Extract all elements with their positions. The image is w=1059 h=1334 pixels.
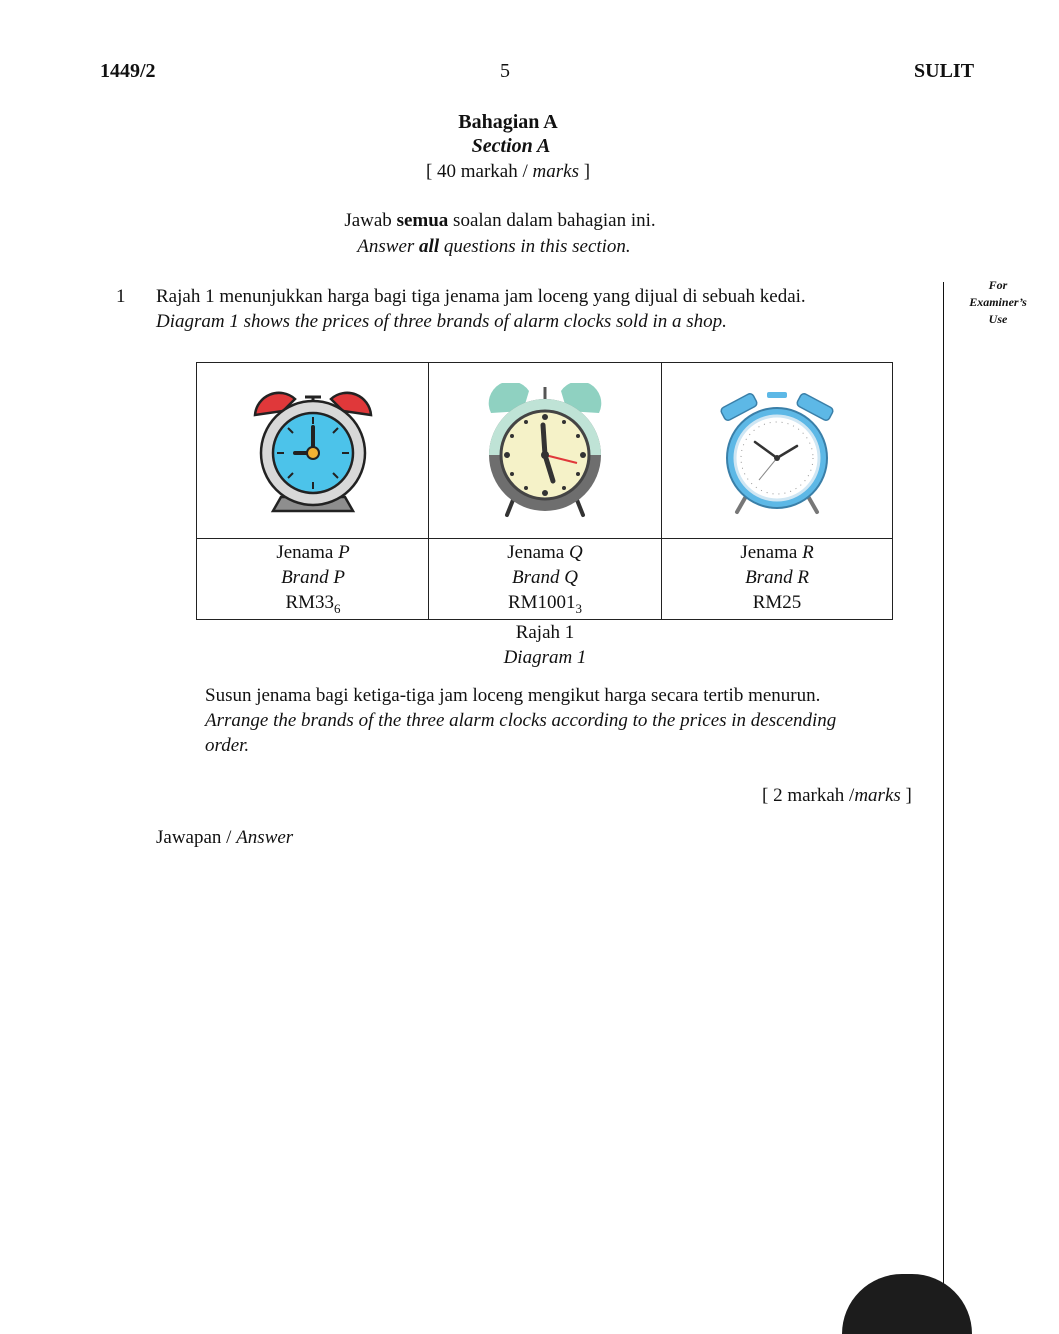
clock-q-image (429, 373, 661, 533)
brand-q-price: $RM1001_3$ (507, 592, 583, 616)
task-ms: Susun jenama bagi ketiga-tiga jam loceng mengikut harga secara tertib menurun. (205, 685, 821, 706)
clock-p-image (197, 373, 429, 533)
table-divider (197, 538, 892, 539)
question-marks: [ 2 markah /marks ] (762, 785, 912, 806)
classification-label: SULIT (914, 60, 975, 82)
clock-r-image (661, 373, 893, 533)
question-intro-ms: Rajah 1 menunjukkan harga bagi tiga jenama jam loceng yang dijual di sebuah kedai. (156, 286, 806, 307)
diagram-caption-ms: Rajah 1 (515, 622, 575, 643)
answer-label: Jawapan / Answer (156, 827, 294, 848)
brand-p-label: Jenama P Brand P $RM33_6$ (197, 540, 429, 621)
diagram-table (196, 362, 893, 620)
instruction-en: Answer all questions in this section. (357, 236, 631, 257)
section-title-ms: Bahagian A (458, 111, 558, 133)
alarm-clock-q-icon (483, 383, 607, 523)
task-en-line1: Arrange the brands of the three alarm clocks according to the prices in descending (205, 710, 837, 731)
dark-overlay-shape (842, 1274, 972, 1334)
alarm-clock-r-icon (715, 388, 839, 518)
instruction-ms: Jawab semua soalan dalam bahagian ini. (344, 210, 656, 231)
page-number: 5 (500, 60, 510, 82)
alarm-clock-p-icon (243, 389, 383, 517)
examiner-use-label: For Examiner’s Use (969, 278, 1027, 326)
diagram-caption-en: Diagram 1 (503, 647, 587, 668)
examiner-margin-line (943, 282, 944, 1303)
brand-q-label: Jenama Q Brand Q $RM1001_3$ (429, 540, 661, 621)
question-number: 1 (116, 286, 126, 307)
brand-r-price: RM25 (752, 592, 802, 613)
question-intro-en: Diagram 1 shows the prices of three brands of alarm clocks sold in a shop. (156, 311, 727, 332)
brand-r-label: Jenama R Brand R RM25 (661, 540, 893, 621)
brand-p-price: $RM33_6$ (285, 592, 341, 616)
task-en-line2: order. (205, 735, 250, 756)
section-title-en: Section A (471, 135, 551, 157)
section-marks: [ 40 markah / marks ] (425, 161, 591, 182)
paper-code: 1449/2 (100, 60, 156, 82)
